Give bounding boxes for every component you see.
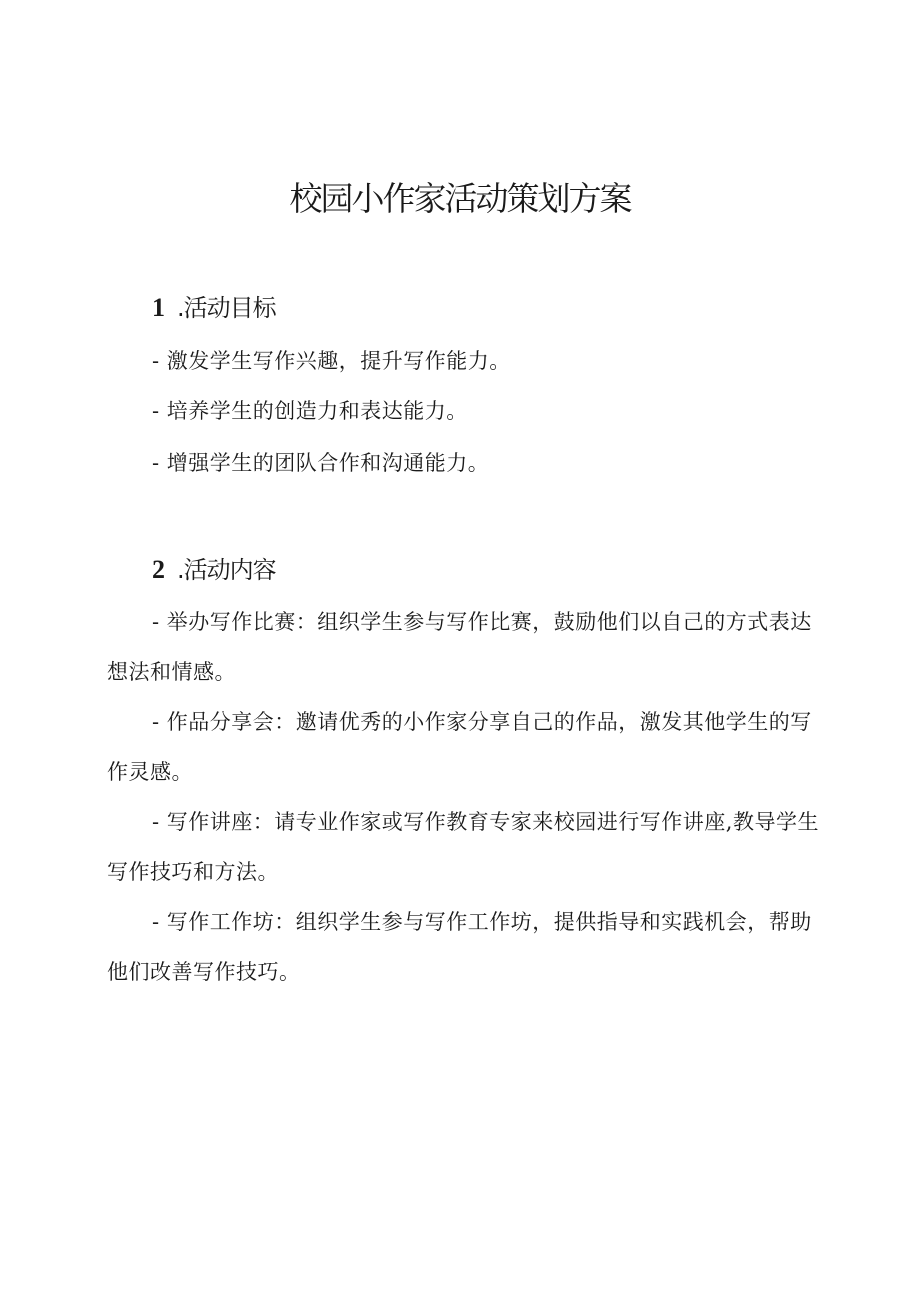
section-heading-content — [152, 553, 276, 587]
section-title: .活动内容 — [177, 556, 276, 584]
section-title: .活动目标 — [177, 294, 276, 322]
content-item: - 举办写作比赛：组织学生参与写作比赛，鼓励他们以自己的方式表达想法和情感。 — [107, 610, 812, 684]
content-item: - 写作工作坊：组织学生参与写作工作坊，提供指导和实践机会，帮助他们改善写作技巧。 — [107, 910, 812, 984]
content-item: - 写作讲座：请专业作家或写作教育专家来校园进行写作讲座,教导学生写作技巧和方法。 — [107, 810, 819, 884]
goal-item: - 培养学生的创造力和表达能力。 — [152, 399, 468, 423]
goal-item: - 激发学生写作兴趣，提升写作能力。 — [152, 349, 511, 373]
section-number: 1 — [152, 293, 165, 322]
content-item: - 作品分享会：邀请优秀的小作家分享自己的作品，激发其他学生的写作灵感。 — [107, 710, 812, 784]
section-heading-goals — [152, 291, 276, 325]
document-title: 校园小作家活动策划方案 — [289, 179, 631, 218]
goal-item: - 增强学生的团队合作和沟通能力。 — [152, 451, 490, 475]
section-number: 2 — [152, 555, 165, 584]
